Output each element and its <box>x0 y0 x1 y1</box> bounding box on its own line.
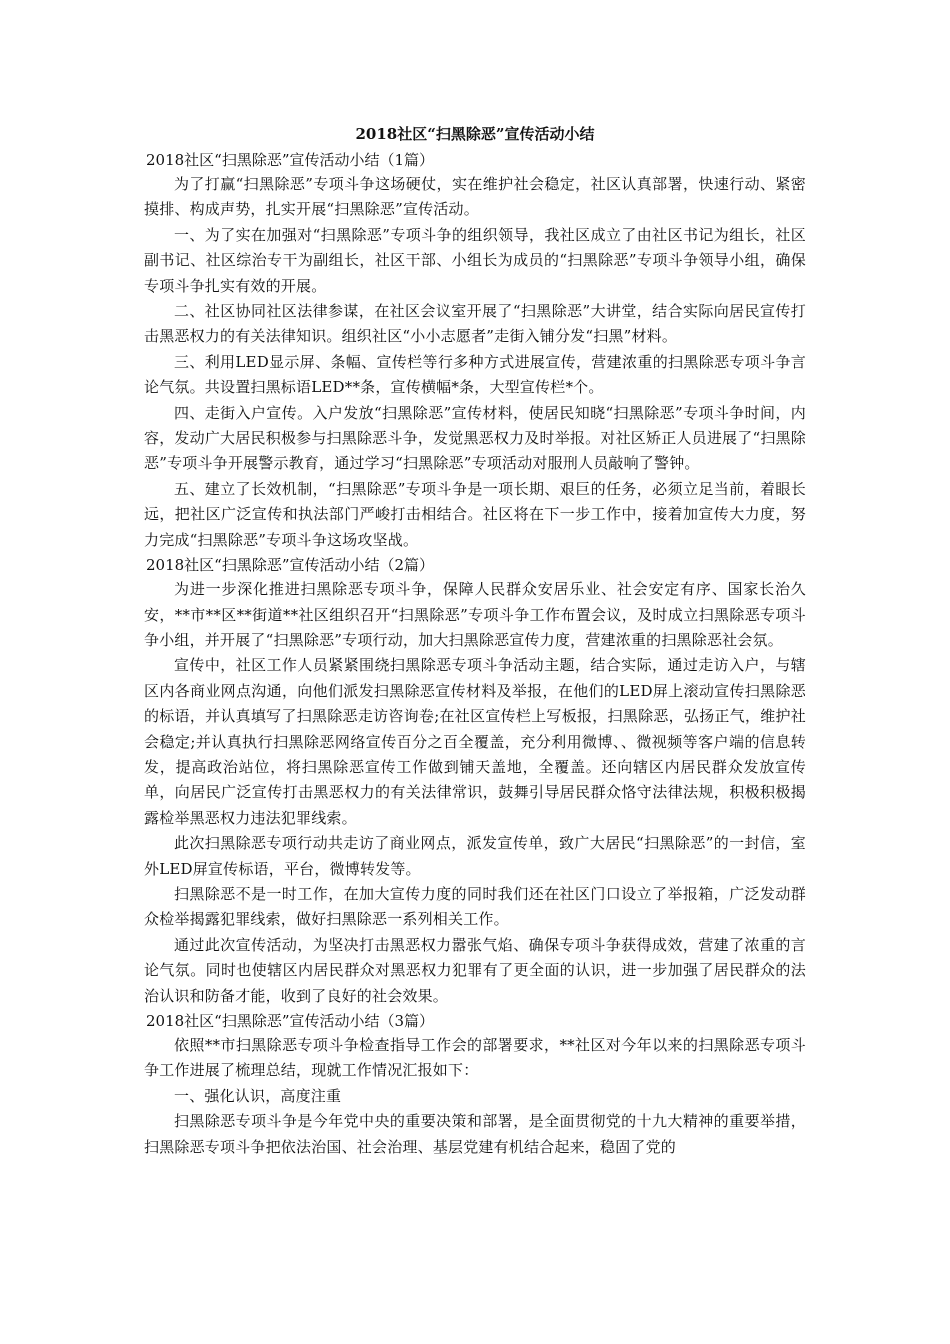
paragraph: 为进一步深化推进扫黑除恶专项斗争，保障人民群众安居乐业、社会安定有序、国家长治久安，**市**区**街道**社区组织召开“扫黑除恶”专项斗争工作布置会议，及时成立扫黑除恶专项斗争小组，并开展了“扫黑除恶”专项行动，加大扫黑除恶宣传力度，营建浓重的扫黑除恶社会氛。 <box>144 580 806 649</box>
paragraph: 通过此次宣传活动，为坚决打击黑恶权力嚣张气焰、确保专项斗争获得成效，营建了浓重的言论气氛。同时也使辖区内居民群众对黑恶权力犯罪有了更全面的认识，进一步加强了居民群众的法治认识和防备才能，收到了良好的社会效果。 <box>144 935 806 1005</box>
paragraph: 二、社区协同社区法律参谋，在社区会议室开展了“扫黑除恶”大讲堂，结合实际向居民宣传打击黑恶权力的有关法律知识。组织社区“小小志愿者”走街入铺分发“扫黑”材料。 <box>144 302 806 346</box>
paragraph: 五、建立了长效机制，“扫黑除恶”专项斗争是一项长期、艰巨的任务，必须立足当前，着眼长远，把社区广泛宣传和执法部门严峻打击相结合。社区将在下一步工作中，接着加宣传大力度，努力完成“扫黑除恶”专项斗争这场攻坚战。 <box>144 479 806 549</box>
paragraph: 一、强化认识，高度注重 <box>174 1086 342 1105</box>
section-heading: 2018社区“扫黑除恶”宣传活动小结（2篇） <box>146 556 435 575</box>
paragraph: 此次扫黑除恶专项行动共走访了商业网点，派发宣传单，致广大居民“扫黑除恶”的一封信，室外LED屏宣传标语，平台，微博转发等。 <box>144 834 806 878</box>
section-1 <box>144 148 806 553</box>
section-heading: 2018社区“扫黑除恶”宣传活动小结（3篇） <box>146 1012 435 1030</box>
paragraph: 扫黑除恶不是一时工作，在加大宣传力度的同时我们还在社区门口设立了举报箱，广泛发动群众检举揭露犯罪线索，做好扫黑除恶一系列相关工作。 <box>144 884 806 929</box>
paragraph: 依照**市扫黑除恶专项斗争检查指导工作会的部署要求，**社区对今年以来的扫黑除恶专项斗争工作进展了梳理总结，现就工作情况汇报如下： <box>144 1036 806 1080</box>
paragraph: 为了打赢“扫黑除恶”专项斗争这场硬仗，实在维护社会稳定，社区认真部署，快速行动、紧密摸排、构成声势，扎实开展“扫黑除恶”宣传活动。 <box>144 175 806 219</box>
paragraph: 一、为了实在加强对“扫黑除恶”专项斗争的组织领导，我社区成立了由社区书记为组长，社区副书记、社区综治专干为副组长，社区干部、小组长为成员的“扫黑除恶”专项斗争领导小组，确保专项斗争扎实有效的开展。 <box>144 225 806 295</box>
paragraph: 三、利用LED显示屏、条幅、宣传栏等行多种方式进展宣传，营建浓重的扫黑除恶专项斗争言论气氛。共设置扫黑标语LED**条，宣传横幅*条，大型宣传栏*个。 <box>144 352 806 397</box>
document-page <box>144 122 806 1160</box>
document-title: 2018社区“扫黑除恶”宣传活动小结 <box>355 125 595 143</box>
paragraph: 宣传中，社区工作人员紧紧围绕扫黑除恶专项斗争活动主题，结合实际，通过走访入户，与辖区内各商业网点沟通，向他们派发扫黑除恶宣传材料及举报，在他们的LED屏上滚动宣传扫黑除恶的标语，并认真填写了扫黑除恶走访咨询卷;在社区宣传栏上写板报，扫黑除恶，弘扬正气，维护社会稳定;并认真执行扫黑除恶网络宣传百分之百全覆盖，充分利用微博、、微视频等客户端的信息转发，提高政治站位，将扫黑除恶宣传工作做到铺天盖地，全覆盖。还向辖区内居民群众发放宣传单，向居民广泛宣传打击黑恶权力的有关法律常识，鼓舞引导居民群众恪守法律法规，积极积极揭露检举黑恶权力违法犯罪线索。 <box>144 656 806 827</box>
section-2 <box>144 553 806 1009</box>
paragraph: 扫黑除恶专项斗争是今年党中央的重要决策和部署，是全面贯彻党的十九大精神的重要举措，扫黑除恶专项斗争把依法治国、社会治理、基层党建有机结合起来，稳固了党的 <box>144 1112 806 1156</box>
section-3 <box>144 1009 806 1160</box>
section-heading: 2018社区“扫黑除恶”宣传活动小结（1篇） <box>146 151 435 169</box>
paragraph: 四、走街入户宣传。入户发放“扫黑除恶”宣传材料，使居民知晓“扫黑除恶”专项斗争时间，内容，发动广大居民积极参与扫黑除恶斗争，发觉黑恶权力及时举报。对社区矫正人员进展了“扫黑除恶”专项斗争开展警示教育，通过学习“扫黑除恶”专项活动对服刑人员敲响了警钟。 <box>144 403 806 473</box>
